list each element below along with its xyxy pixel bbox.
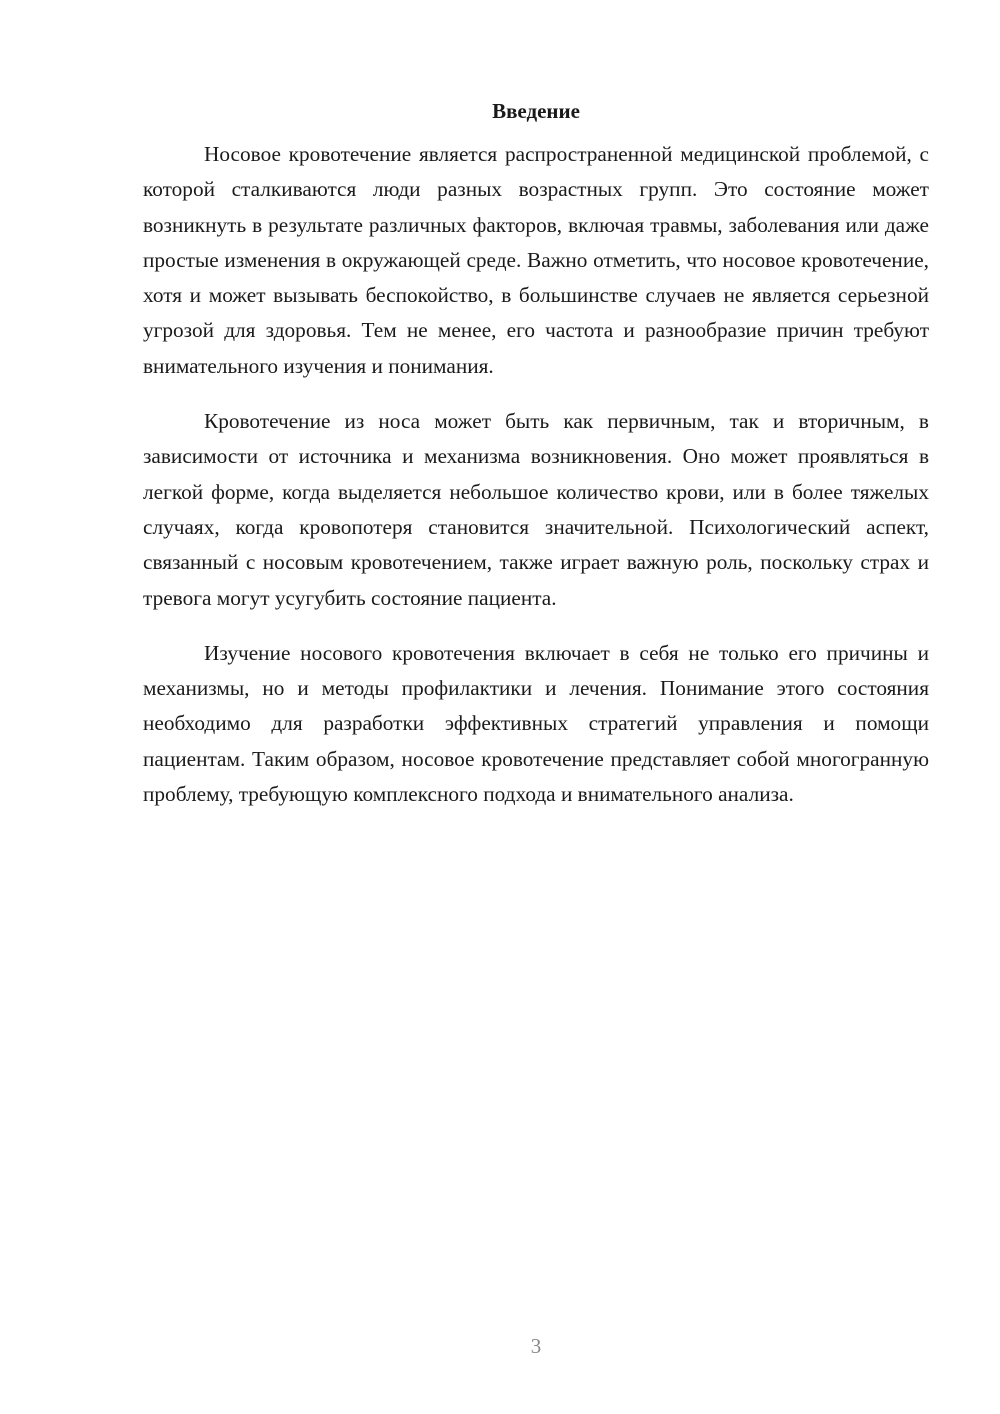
page-content	[143, 96, 929, 832]
page-number: 3	[530, 1334, 542, 1358]
paragraph-1: Носовое кровотечение является распространенной медицинской проблемой, с которой сталкиваются люди разных возрастных групп. Это состояние может возникнуть в результате различных факторов, включая травмы, заболевания или даже простые изменения в окружающей среде. Важно отметить, что носовое кровотечение, хотя и может вызывать беспокойство, в большинстве случаев не является серьезной угрозой для здоровья. Тем не менее, его частота и разнообразие причин требуют внимательного изучения и понимания.	[143, 142, 929, 378]
paragraph-3: Изучение носового кровотечения включает в себя не только его причины и механизмы, но и методы профилактики и лечения. Понимание этого состояния необходимо для разработки эффективных стратегий управления и помощи пациентам. Таким образом, носовое кровотечение представляет собой многогранную проблему, требующую комплексного подхода и внимательного анализа.	[143, 640, 929, 807]
section-heading: Введение	[492, 99, 580, 123]
paragraph-2: Кровотечение из носа может быть как первичным, так и вторичным, в зависимости от источника и механизма возникновения. Оно может проявляться в легкой форме, когда выделяется небольшое количество крови, или в более тяжелых случаях, когда кровопотеря становится значительной. Психологический аспект, связанный с носовым кровотечением, также играет важную роль, поскольку страх и тревога могут усугубить состояние пациента.	[143, 409, 929, 610]
